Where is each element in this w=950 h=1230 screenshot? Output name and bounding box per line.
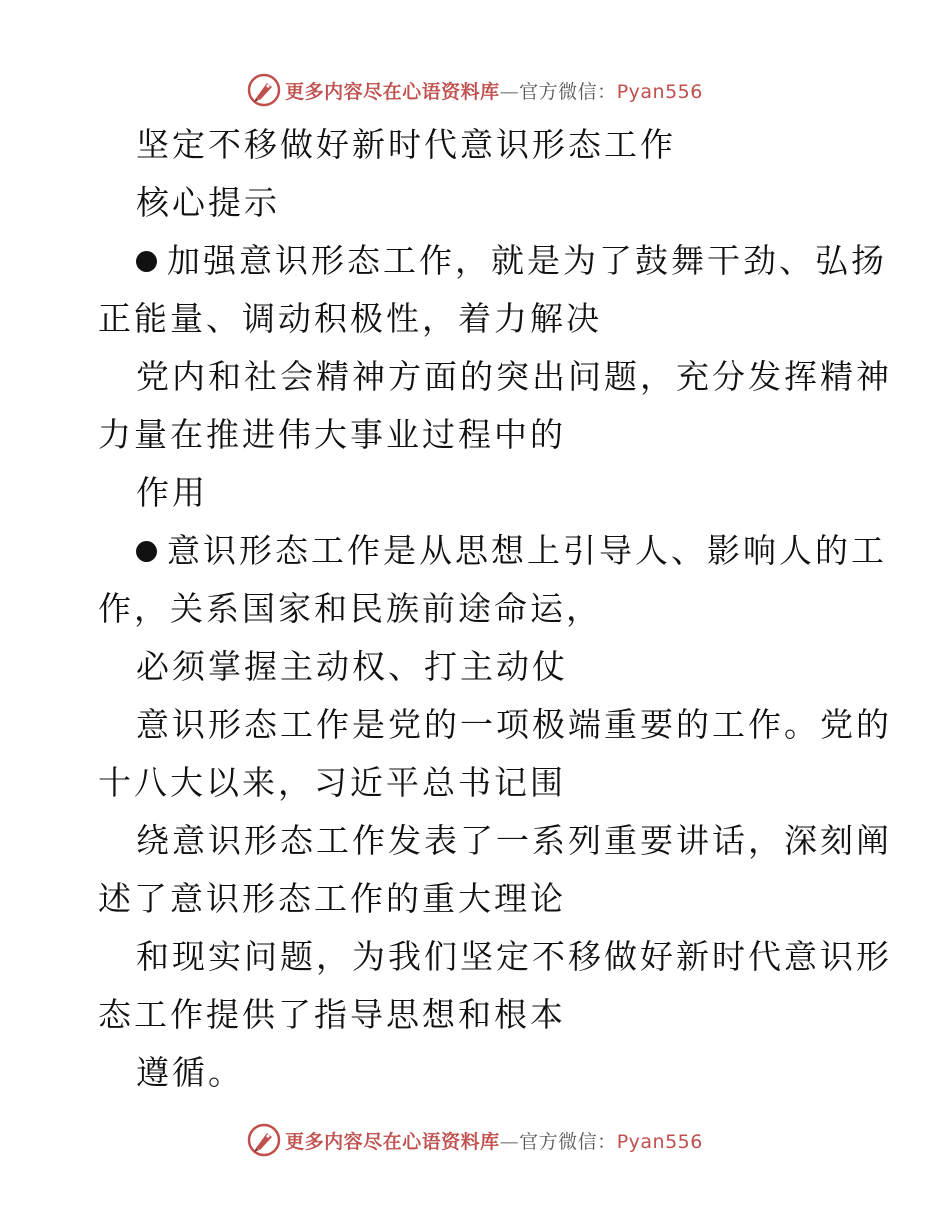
paragraph-line-indented: 意识形态工作是党的一项极端重要的工作。党的 xyxy=(136,705,892,744)
paragraph-line-indented: 作用 xyxy=(136,473,208,512)
paragraph-line-indented: 必须掌握主动权、打主动仗 xyxy=(136,647,568,686)
paragraph-line-indented: 党内和社会精神方面的突出问题，充分发挥精神 xyxy=(136,357,892,396)
paragraph-line: 正能量、调动积极性，着力解决 xyxy=(98,299,602,338)
paragraph-line-indented: 遵循。 xyxy=(136,1053,244,1092)
bullet-paragraph-line xyxy=(98,232,887,290)
paragraph-line: 述了意识形态工作的重大理论 xyxy=(98,879,566,918)
banner-text xyxy=(285,1127,703,1154)
banner-handle: Pyan556 xyxy=(616,80,703,103)
line-text: 意识形态工作是从思想上引导人、影响人的工 xyxy=(167,531,887,570)
banner-separator: — xyxy=(499,1130,520,1153)
bullet-icon xyxy=(136,251,157,272)
footer-banner xyxy=(0,1120,950,1160)
line-text: 加强意识形态工作，就是为了鼓舞干劲、弘扬 xyxy=(167,241,887,280)
paragraph-line-indented: 绕意识形态工作发表了一系列重要讲话，深刻阐 xyxy=(136,821,892,860)
paragraph-line-indented: 和现实问题，为我们坚定不移做好新时代意识形 xyxy=(136,937,892,976)
paragraph-line: 力量在推进伟大事业过程中的 xyxy=(98,415,566,454)
banner-separator: — xyxy=(499,80,520,103)
bullet-paragraph-line xyxy=(98,522,887,580)
pen-nib-logo-icon xyxy=(247,73,281,107)
banner-official-label: 官方微信： xyxy=(519,1130,617,1153)
document-title: 坚定不移做好新时代意识形态工作 xyxy=(136,125,676,164)
header-banner xyxy=(0,70,950,110)
banner-handle: Pyan556 xyxy=(616,1130,703,1153)
paragraph-line: 十八大以来，习近平总书记围 xyxy=(98,763,566,802)
bullet-icon xyxy=(136,541,157,562)
banner-official-label: 官方微信： xyxy=(519,80,617,103)
banner-brand: 更多内容尽在心语资料库 xyxy=(285,80,500,103)
pen-nib-logo-icon xyxy=(247,1123,281,1157)
document-body xyxy=(98,116,892,1102)
document-lines xyxy=(98,232,892,1102)
paragraph-line: 态工作提供了指导思想和根本 xyxy=(98,995,566,1034)
banner-text xyxy=(285,77,703,104)
banner-brand: 更多内容尽在心语资料库 xyxy=(285,1130,500,1153)
paragraph-line: 作，关系国家和民族前途命运， xyxy=(98,589,602,628)
document-subtitle: 核心提示 xyxy=(136,183,280,222)
